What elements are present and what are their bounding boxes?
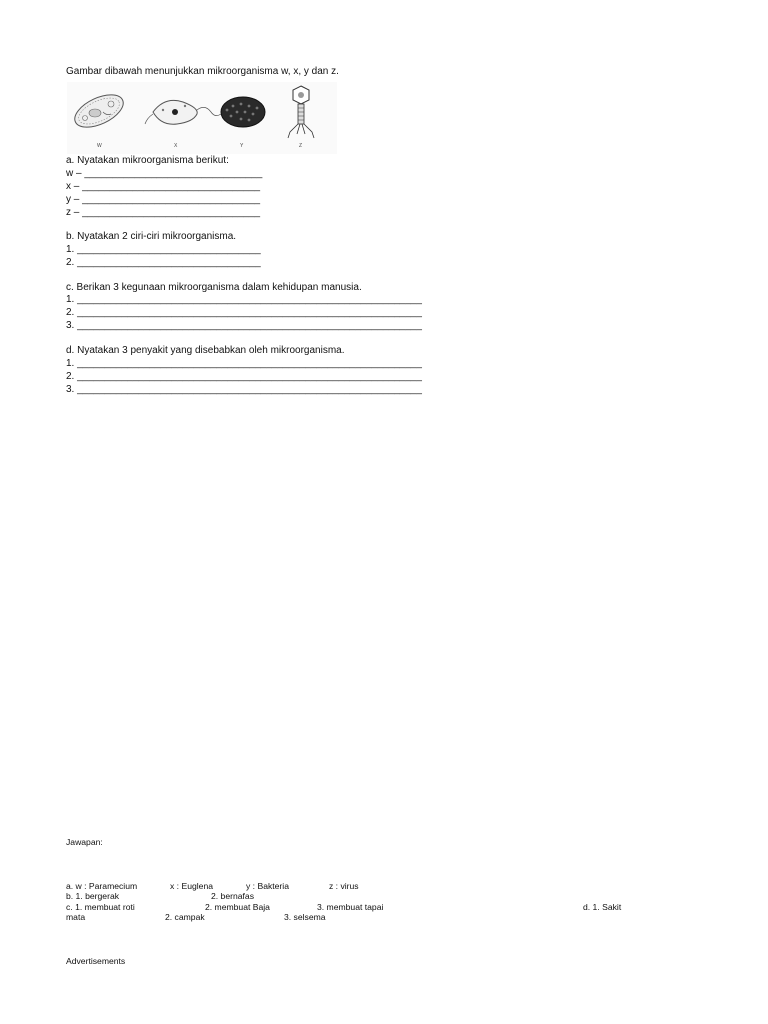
answer-line-y: y – ________________________________ — [66, 194, 261, 205]
answer-a-y: y : Bakteria — [246, 881, 289, 891]
question-c-heading: c. Berikan 3 kegunaan mikroorganisma dalam kehidupan manusia. — [66, 282, 362, 293]
answer-b-2: 2. bernafas — [211, 891, 254, 901]
figure-label-x: X — [174, 143, 178, 149]
answer-line-z: z – ________________________________ — [66, 207, 261, 218]
answer-c-1: c. 1. membuat roti — [66, 902, 135, 912]
answer-a-x: x : Euglena — [170, 881, 213, 891]
advertisements-label: Advertisements — [66, 956, 126, 966]
answer-c-3: 3. membuat tapai — [317, 902, 384, 912]
answer-line-b2: 2. _________________________________ — [66, 257, 261, 268]
answers-title: Jawapan: — [66, 837, 103, 847]
question-b-heading: b. Nyatakan 2 ciri-ciri mikroorganisma. — [66, 231, 237, 242]
question-a-heading: a. Nyatakan mikroorganisma berikut: — [66, 155, 229, 166]
answer-d-3: 3. selsema — [284, 912, 326, 922]
answer-line-b1: 1. _________________________________ — [66, 244, 261, 255]
answer-d-1-continued: mata — [66, 912, 86, 922]
answer-line-w: w – ________________________________ — [66, 168, 263, 179]
answer-line-d3: 3. ______________________________________________________________ — [66, 384, 422, 395]
answer-a-z: z : virus — [329, 881, 359, 891]
figure-label-w: W — [97, 143, 102, 149]
answer-line-x: x – ________________________________ — [66, 181, 261, 192]
microorganism-illustration — [67, 82, 337, 154]
answer-d-1: d. 1. Sakit — [583, 902, 622, 912]
microorganism-figure — [67, 82, 337, 154]
answer-line-d2: 2. ______________________________________________________________ — [66, 371, 422, 382]
answer-line-c1: 1. ______________________________________________________________ — [66, 294, 422, 305]
figure-label-z: Z — [299, 143, 303, 149]
answer-line-c3: 3. ______________________________________________________________ — [66, 320, 422, 331]
figure-label-y: Y — [240, 143, 244, 149]
question-d-heading: d. Nyatakan 3 penyakit yang disebabkan oleh mikroorganisma. — [66, 345, 345, 356]
intro-text: Gambar dibawah menunjukkan mikroorganisma w, x, y dan z. — [66, 66, 339, 77]
answer-a-w: a. w : Paramecium — [66, 881, 138, 891]
answer-b-1: b. 1. bergerak — [66, 891, 120, 901]
answer-line-c2: 2. ______________________________________________________________ — [66, 307, 422, 318]
answer-c-2: 2. membuat Baja — [205, 902, 270, 912]
answer-line-d1: 1. ______________________________________________________________ — [66, 358, 422, 369]
answer-d-2: 2. campak — [165, 912, 205, 922]
bacteria-illustration — [221, 97, 265, 127]
